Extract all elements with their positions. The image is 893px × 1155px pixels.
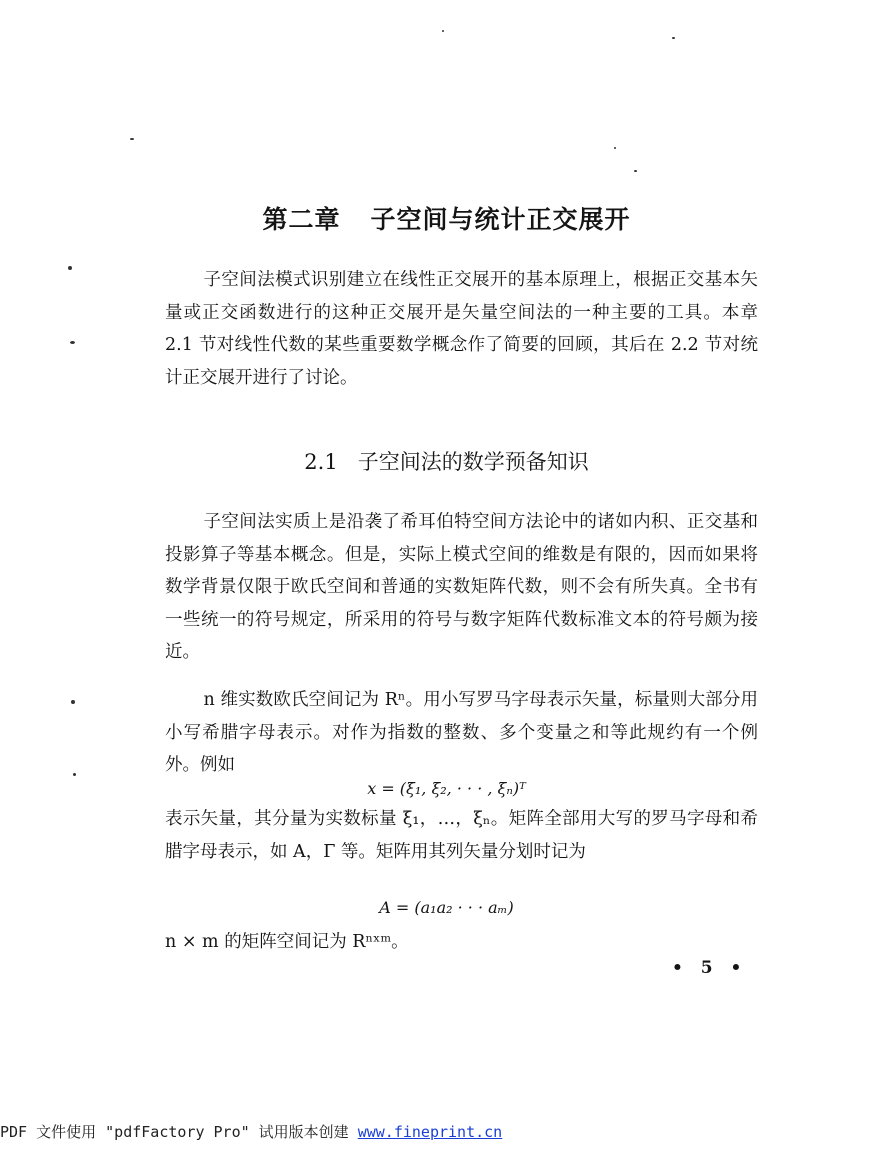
scan-speck	[71, 700, 75, 704]
vector-formula: x = (ξ₁, ξ₂, · · · , ξₙ)ᵀ	[367, 779, 526, 798]
chapter-number: 第二章	[262, 205, 341, 234]
page-number: • 5 •	[672, 958, 748, 978]
section-title	[0, 446, 893, 476]
scan-speck	[68, 266, 72, 270]
chapter-title	[0, 200, 893, 236]
scan-speck	[130, 138, 134, 140]
matrix-formula: A = (a₁a₂ · · · aₘ)	[379, 898, 514, 917]
intro-paragraph: 子空间法模式识别建立在线性正交展开的基本原理上，根据正交基本矢量或正交函数进行的这种正交展开是矢量空间法的一种主要的工具。本章 2.1 节对线性代数的某些重要数学概念作了简要的回顾，其后在 2.2 节对统计正交展开进行了讨论。	[165, 270, 758, 388]
scan-speck	[634, 170, 637, 172]
scan-speck	[70, 341, 75, 344]
body-paragraph-4: n × m 的矩阵空间记为 Rⁿˣᵐ。	[165, 932, 409, 952]
footer-text: PDF 文件使用 "pdfFactory Pro" 试用版本创建	[0, 1123, 358, 1141]
footer-link[interactable]: www.fineprint.cn	[357, 1123, 503, 1141]
body-paragraph-2: n 维实数欧氏空间记为 Rⁿ。用小写罗马字母表示矢量，标量则大部分用小写希腊字母表示。对作为指数的整数、多个变量之和等此规约有一个例外。例如	[165, 690, 758, 775]
body-paragraph-1: 子空间法实质上是沿袭了希耳伯特空间方法论中的诸如内积、正交基和投影算子等基本概念。但是，实际上模式空间的维数是有限的，因而如果将数学背景仅限于欧氏空间和普通的实数矩阵代数，则不会有所失真。全书有一些统一的符号规定，所采用的符号与数字矩阵代数标准文本的符号颇为接近。	[165, 512, 758, 662]
scan-speck	[672, 37, 675, 39]
scan-speck	[442, 30, 444, 32]
body-paragraph-3: 表示矢量，其分量为实数标量 ξ₁，…，ξₙ。矩阵全部用大写的罗马字母和希腊字母表示，如 A，Γ 等。矩阵用其列矢量分划时记为	[165, 809, 758, 862]
pdf-footer	[0, 1121, 502, 1142]
scan-speck	[614, 147, 616, 149]
section-number: 2.1	[304, 450, 338, 474]
scan-speck	[73, 773, 76, 776]
chapter-name: 子空间与统计正交展开	[370, 205, 631, 234]
section-name: 子空间法的数学预备知识	[357, 450, 589, 474]
